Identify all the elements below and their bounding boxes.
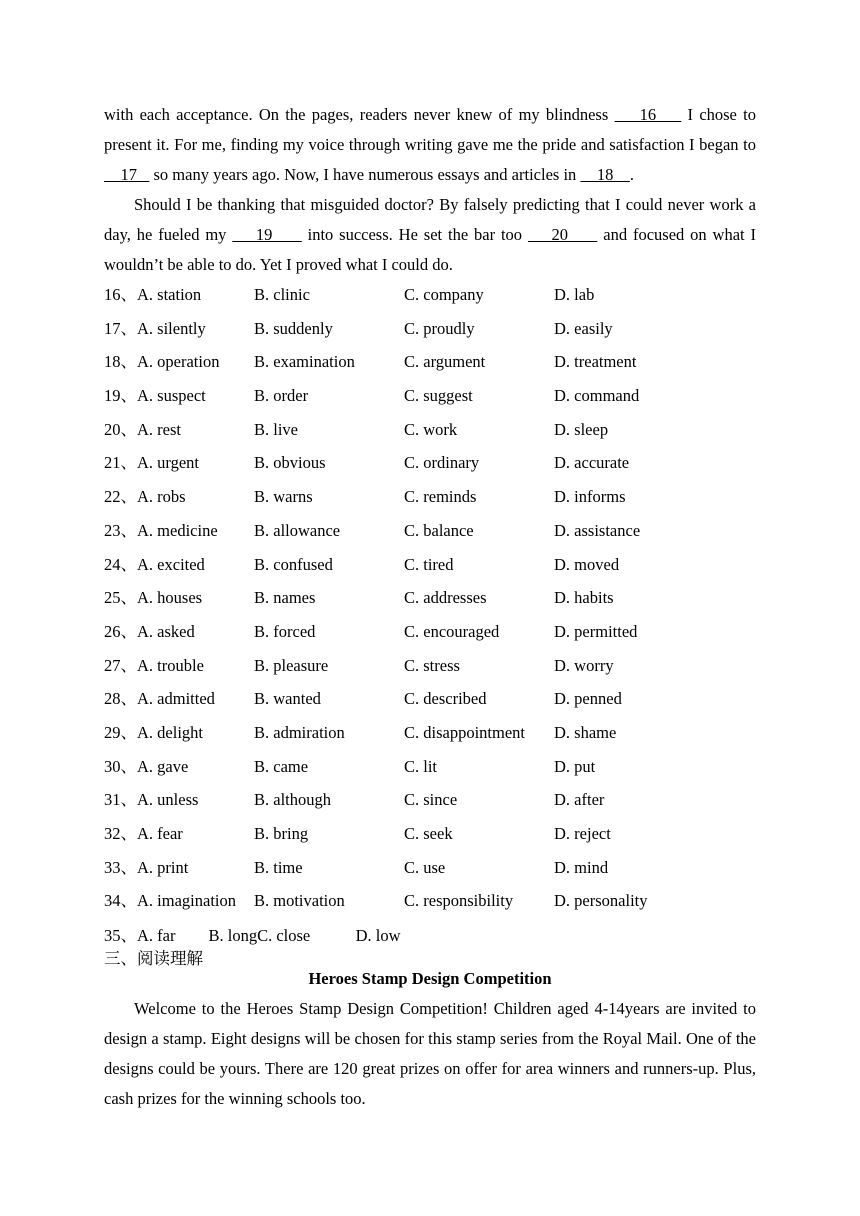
option-b: B. names	[254, 588, 316, 608]
option-c: C. proudly	[404, 318, 475, 338]
option-a	[104, 649, 204, 683]
option-a	[104, 312, 206, 346]
passage-text: and focused on what I wouldn’t be able to do. Yet I proved what I could do.	[104, 225, 757, 274]
option-c: C. responsibility	[404, 891, 514, 911]
option-d: D. put	[554, 756, 596, 776]
option-a-text: A. fear	[137, 824, 183, 843]
option-a	[104, 851, 188, 885]
option-c: C. since	[404, 790, 458, 810]
option-b: B. order	[254, 386, 309, 406]
option-b: B. obvious	[254, 453, 326, 473]
option-d: D. easily	[554, 318, 613, 338]
option-a-text: A. imagination	[137, 891, 236, 911]
option-c: C. work	[404, 419, 458, 439]
option-d: D. worry	[554, 655, 614, 675]
option-d: D. assistance	[554, 520, 641, 540]
option-d: D. sleep	[554, 419, 609, 439]
option-a	[104, 548, 205, 582]
option-a-text: A. admitted	[137, 689, 215, 709]
question-number: 21、	[104, 453, 137, 473]
option-b: B. warns	[254, 487, 313, 507]
option-c: C. encouraged	[404, 621, 500, 641]
option-a	[104, 379, 206, 413]
option-a-text: A. robs	[137, 487, 186, 507]
option-b: B. forced	[254, 621, 316, 641]
option-d: D. accurate	[554, 453, 630, 473]
reading-paragraph-1: Welcome to the Heroes Stamp Design Competition! Children aged 4-14years are invited to design a stamp. Eight designs will be chosen for this stamp series from the Royal Mail. One of the designs could be yours. There are 120 great prizes on offer for area winners and runners-up. Plus, cash prizes for the winning schools too.	[104, 999, 756, 1108]
question-number: 27、	[104, 655, 137, 675]
option-d: D. personality	[554, 891, 648, 911]
option-d: D. mind	[554, 857, 609, 877]
option-c: C. lit	[404, 756, 438, 776]
option-a-text: A. operation	[137, 352, 220, 372]
blank-19: 19	[232, 225, 302, 244]
option-b: B. although	[254, 790, 331, 810]
question-options-row	[104, 446, 756, 480]
question-options-row	[104, 716, 756, 750]
option-d: D. moved	[554, 554, 620, 574]
passage-text: .	[629, 165, 635, 184]
option-a-text: A. silently	[137, 318, 206, 338]
option-b: B. bring	[254, 824, 309, 843]
passage-text: Should I be thanking that misguided doctor? By falsely predicting that I could never work a day, he fueled my	[104, 195, 756, 244]
section-heading: 三、阅读理解	[104, 949, 203, 968]
option-c: C. argument	[404, 352, 486, 372]
option-a	[104, 682, 215, 716]
option-a	[104, 750, 188, 784]
question-options-row	[104, 817, 756, 851]
option-c: C. balance	[404, 520, 474, 540]
option-a	[104, 514, 218, 548]
option-d: D. informs	[554, 487, 626, 507]
option-a	[104, 446, 199, 480]
passage-text: I chose to present it. For me, finding my voice through writing gave me the pride and satisfaction I began to	[104, 105, 756, 154]
option-b: B. confused	[254, 554, 333, 574]
option-a	[104, 615, 195, 649]
passage-text: so many years ago. Now, I have numerous essays and articles in	[149, 165, 581, 184]
option-a-text: A. urgent	[137, 453, 200, 473]
question-number: 20、	[104, 419, 137, 439]
option-d: D. reject	[554, 824, 611, 843]
option-a-text: A. station	[137, 285, 202, 304]
option-a	[104, 817, 183, 851]
option-c: C. seek	[404, 824, 453, 843]
option-a	[104, 278, 201, 312]
option-b: B. pleasure	[254, 655, 329, 675]
question-number: 28、	[104, 689, 137, 709]
option-a-text: A. trouble	[137, 655, 204, 675]
option-a-text: A. excited	[137, 554, 205, 574]
option-c: C. company	[404, 285, 484, 304]
option-a-text: A. medicine	[137, 520, 218, 540]
question-options-row	[104, 379, 756, 413]
option-b: B. admiration	[254, 722, 345, 742]
option-a-text: A. houses	[137, 588, 203, 608]
option-c: C. suggest	[404, 386, 473, 406]
question-number: 19、	[104, 386, 137, 406]
option-b: B. suddenly	[254, 318, 333, 338]
option-c: C. disappointment	[404, 722, 525, 742]
option-a-text: A. unless	[137, 790, 199, 810]
option-a	[104, 581, 202, 615]
question-options-row	[104, 278, 756, 312]
question-number: 18、	[104, 352, 137, 372]
question-number: 34、	[104, 891, 137, 911]
blank-18: 18	[580, 165, 630, 184]
question-number: 24、	[104, 554, 137, 574]
option-b: B. clinic	[254, 285, 310, 304]
passage-text: into success. He set the bar too	[301, 225, 528, 244]
question-options-row	[104, 649, 756, 683]
option-d: D. after	[554, 790, 605, 810]
question-number: 23、	[104, 520, 137, 540]
option-a-text: A. rest	[137, 419, 181, 439]
option-a-text: A. delight	[137, 722, 203, 742]
option-a	[104, 884, 236, 918]
question-options-row	[104, 312, 756, 346]
option-a-text: A. asked	[137, 621, 195, 641]
option-b: B. motivation	[254, 891, 345, 911]
option-c: C. reminds	[404, 487, 477, 507]
option-a	[104, 783, 198, 817]
passage-paragraph-1	[104, 100, 756, 190]
option-c: C. addresses	[404, 588, 487, 608]
option-c: C. tired	[404, 554, 454, 574]
question-number: 30、	[104, 756, 137, 776]
question-number: 31、	[104, 790, 137, 810]
question-options-row	[104, 783, 756, 817]
answer-options-list	[104, 278, 756, 918]
question-options-row	[104, 480, 756, 514]
blank-17: 17	[104, 165, 150, 184]
option-d: D. permitted	[554, 621, 638, 641]
question-35-options: 35、A. far B. longC. close D. low	[104, 926, 401, 945]
option-d: D. lab	[554, 285, 595, 304]
option-d: D. command	[554, 386, 640, 406]
option-a-text: A. suspect	[137, 386, 206, 406]
option-b: B. allowance	[254, 520, 341, 540]
option-b: B. examination	[254, 352, 355, 372]
question-number: 22、	[104, 487, 137, 507]
question-options-row	[104, 413, 756, 447]
option-a	[104, 345, 219, 379]
option-d: D. habits	[554, 588, 614, 608]
passage-paragraph-2	[104, 190, 756, 280]
passage-text: with each acceptance. On the pages, readers never knew of my blindness	[104, 105, 615, 124]
option-c: C. stress	[404, 655, 460, 675]
option-d: D. penned	[554, 689, 622, 709]
question-options-row	[104, 884, 756, 918]
question-number: 33、	[104, 857, 137, 877]
reading-title: Heroes Stamp Design Competition	[308, 969, 552, 988]
question-options-row	[104, 548, 756, 582]
option-a	[104, 480, 186, 514]
question-options-row	[104, 345, 756, 379]
question-options-row	[104, 615, 756, 649]
option-c: C. described	[404, 689, 487, 709]
option-a-text: A. gave	[137, 756, 189, 776]
question-number: 32、	[104, 824, 137, 843]
blank-16: 16	[614, 105, 682, 124]
question-options-row	[104, 514, 756, 548]
question-number: 26、	[104, 621, 137, 641]
option-b: B. live	[254, 419, 298, 439]
question-options-row	[104, 750, 756, 784]
option-a	[104, 413, 181, 447]
option-d: D. shame	[554, 722, 617, 742]
option-d: D. treatment	[554, 352, 637, 372]
question-number: 17、	[104, 318, 137, 338]
option-b: B. wanted	[254, 689, 321, 709]
question-number: 25、	[104, 588, 137, 608]
option-c: C. use	[404, 857, 446, 877]
option-b: B. time	[254, 857, 303, 877]
blank-20: 20	[527, 225, 598, 244]
question-options-row	[104, 682, 756, 716]
question-options-row	[104, 851, 756, 885]
question-options-row	[104, 581, 756, 615]
option-a-text: A. print	[137, 857, 189, 877]
question-number: 29、	[104, 722, 137, 742]
option-b: B. came	[254, 756, 309, 776]
option-c: C. ordinary	[404, 453, 480, 473]
question-number: 16、	[104, 285, 137, 304]
option-a	[104, 716, 203, 750]
